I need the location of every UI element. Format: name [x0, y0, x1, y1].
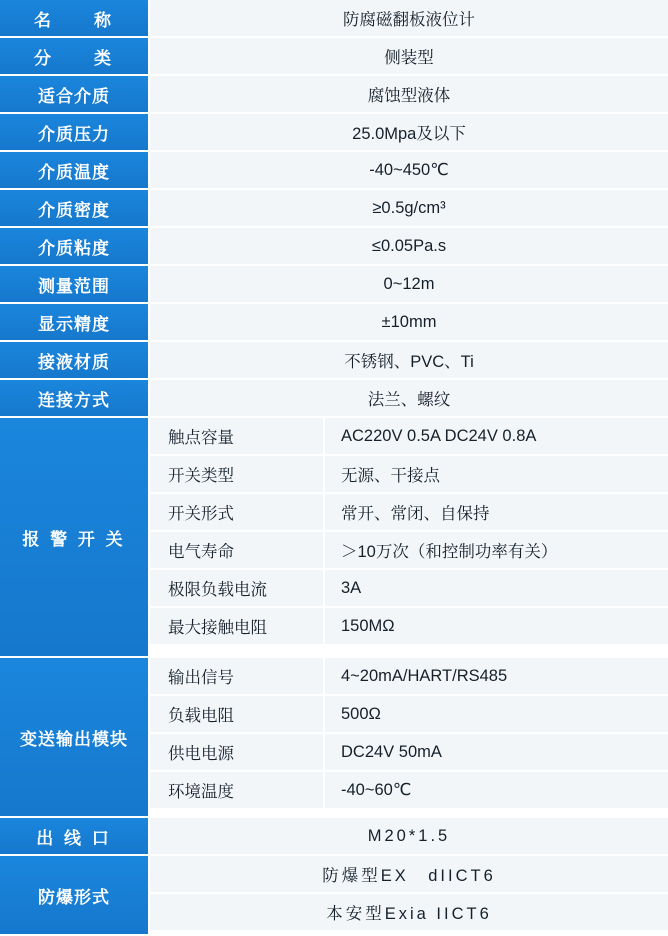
explosion-proof-group [0, 856, 668, 936]
row-label: 适合介质 [0, 76, 150, 114]
explosion-subtable [150, 856, 668, 936]
sub-value: 常开、常闭、自保持 [325, 494, 668, 532]
sub-key: 极限负载电流 [150, 570, 325, 608]
row-label: 接液材质 [0, 342, 150, 380]
table-row [150, 894, 668, 932]
row-value: 25.0Mpa及以下 [150, 114, 668, 152]
table-row [0, 38, 668, 76]
table-row [0, 0, 668, 38]
sub-key: 供电电源 [150, 734, 325, 772]
row-value: ≤0.05Pa.s [150, 228, 668, 266]
row-value: ≥0.5g/cm³ [150, 190, 668, 228]
table-row [150, 570, 668, 608]
row-value: 不锈钢、PVC、Ti [150, 342, 668, 380]
alarm-switch-group [0, 418, 668, 658]
table-row [0, 152, 668, 190]
transmitter-output-group [0, 658, 668, 818]
alarm-subtable [150, 418, 668, 658]
table-row [0, 342, 668, 380]
sub-value: 500Ω [325, 696, 668, 734]
group-label-transmitter: 变送输出模块 [0, 658, 150, 818]
table-row [150, 608, 668, 646]
sub-key: 输出信号 [150, 658, 325, 696]
row-label: 分 类 [0, 38, 150, 76]
table-row [0, 76, 668, 114]
transmitter-subtable [150, 658, 668, 818]
row-value: 0~12m [150, 266, 668, 304]
row-label: 连接方式 [0, 380, 150, 418]
sub-value: -40~60℃ [325, 772, 668, 810]
row-value: -40~450℃ [150, 152, 668, 190]
row-label: 出 线 口 [0, 818, 150, 856]
table-row [0, 266, 668, 304]
sub-value: ＞10万次（和控制功率有关） [325, 532, 668, 570]
sub-key: 负载电阻 [150, 696, 325, 734]
table-row [0, 304, 668, 342]
row-label: 介质密度 [0, 190, 150, 228]
sub-key: 环境温度 [150, 772, 325, 810]
row-label: 介质压力 [0, 114, 150, 152]
sub-value: 防爆型EX dIICT6 [150, 856, 668, 894]
sub-value: 150MΩ [325, 608, 668, 646]
row-label: 显示精度 [0, 304, 150, 342]
sub-value: DC24V 50mA [325, 734, 668, 772]
row-value: 腐蚀型液体 [150, 76, 668, 114]
row-label: 介质温度 [0, 152, 150, 190]
table-row [0, 228, 668, 266]
sub-key: 开关形式 [150, 494, 325, 532]
table-row [150, 456, 668, 494]
table-row [0, 380, 668, 418]
table-row [150, 734, 668, 772]
row-value: M20*1.5 [150, 818, 668, 856]
row-value: 法兰、螺纹 [150, 380, 668, 418]
row-value: ±10mm [150, 304, 668, 342]
sub-value: 无源、干接点 [325, 456, 668, 494]
row-label: 名 称 [0, 0, 150, 38]
group-label-explosion: 防爆形式 [0, 856, 150, 936]
sub-value: 3A [325, 570, 668, 608]
row-label: 测量范围 [0, 266, 150, 304]
table-row [150, 772, 668, 810]
row-value: 防腐磁翻板液位计 [150, 0, 668, 38]
sub-key: 开关类型 [150, 456, 325, 494]
row-value: 侧装型 [150, 38, 668, 76]
table-row [150, 494, 668, 532]
sub-value: 4~20mA/HART/RS485 [325, 658, 668, 696]
table-row [150, 532, 668, 570]
row-label: 介质粘度 [0, 228, 150, 266]
sub-key: 触点容量 [150, 418, 325, 456]
sub-key: 最大接触电阻 [150, 608, 325, 646]
table-row [150, 696, 668, 734]
table-row [150, 856, 668, 894]
group-label-alarm: 报 警 开 关 [0, 418, 150, 658]
table-row [0, 114, 668, 152]
sub-value: 本安型Exia IICT6 [150, 894, 668, 932]
table-row [0, 190, 668, 228]
table-row-outlet [0, 818, 668, 856]
sub-value: AC220V 0.5A DC24V 0.8A [325, 418, 668, 456]
table-row [150, 418, 668, 456]
sub-key: 电气寿命 [150, 532, 325, 570]
table-row [150, 658, 668, 696]
